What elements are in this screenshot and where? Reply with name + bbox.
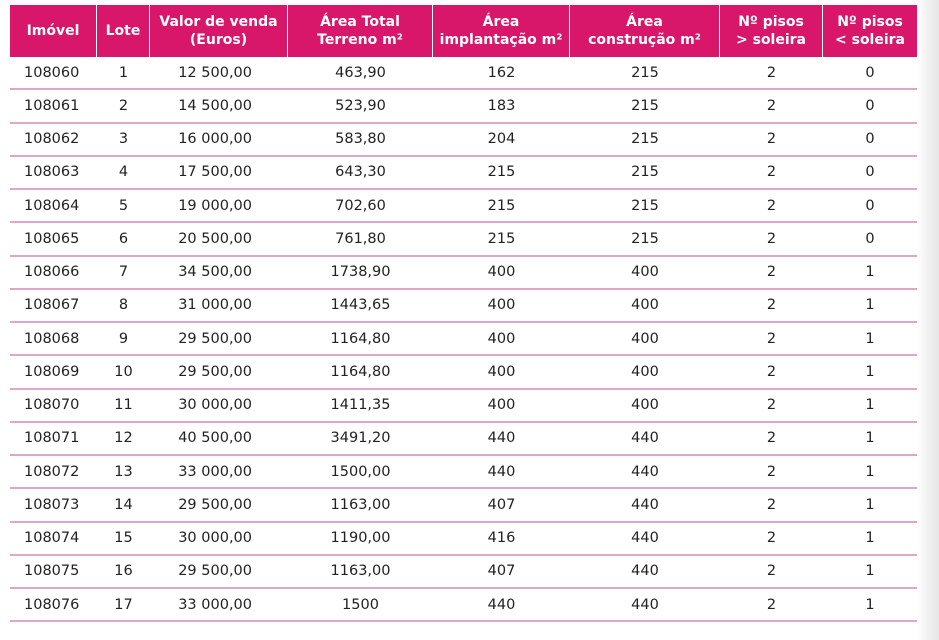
area-construcao-cell: 215 [570,190,720,223]
area-construcao-cell: 400 [570,257,720,290]
valor-venda-cell: 30 000,00 [150,390,288,423]
area-construcao-cell: 400 [570,356,720,389]
pisos-acima-cell: 2 [720,390,823,423]
area-implantacao-cell: 204 [433,124,570,157]
area-construcao-cell: 440 [570,456,720,489]
area-total-cell: 643,30 [288,157,433,190]
area-total-cell: 3491,20 [288,423,433,456]
imovel-cell: 108068 [10,323,97,356]
pisos-abaixo-cell: 1 [823,523,917,556]
table-body [10,57,917,622]
area-total-cell: 1500,00 [288,456,433,489]
area-construcao-cell: 440 [570,589,720,622]
pisos-acima-cell: 2 [720,323,823,356]
area-total-cell: 761,80 [288,223,433,256]
table-row [10,489,917,522]
valor-venda-cell: 16 000,00 [150,124,288,157]
area-total-cell: 1411,35 [288,390,433,423]
pisos-abaixo-cell: 1 [823,489,917,522]
table-row [10,57,917,90]
lote-cell: 7 [97,257,150,290]
pisos-acima-cell: 2 [720,523,823,556]
table-row [10,323,917,356]
imovel-cell: 108061 [10,90,97,123]
imovel-cell: 108072 [10,456,97,489]
valor-venda-cell: 30 000,00 [150,523,288,556]
pisos-acima-cell: 2 [720,423,823,456]
table-row [10,124,917,157]
lote-cell: 2 [97,90,150,123]
imovel-cell: 108065 [10,223,97,256]
area-construcao-cell: 440 [570,556,720,589]
property-lots-table [10,5,917,622]
area-implantacao-cell: 215 [433,157,570,190]
pisos-abaixo-cell: 1 [823,556,917,589]
pisos-abaixo-cell: 0 [823,57,917,90]
imovel-cell: 108067 [10,290,97,323]
area-construcao-cell: 215 [570,90,720,123]
area-implantacao-cell: 215 [433,223,570,256]
area-implantacao-cell: 440 [433,423,570,456]
area-total-cell: 1163,00 [288,556,433,589]
pisos-abaixo-cell: 1 [823,589,917,622]
lote-cell: 5 [97,190,150,223]
area-total-cell: 1738,90 [288,257,433,290]
lote-cell: 15 [97,523,150,556]
pisos-abaixo-cell: 1 [823,257,917,290]
imovel-cell: 108074 [10,523,97,556]
imovel-cell: 108066 [10,257,97,290]
area-implantacao-cell: 400 [433,323,570,356]
area-implantacao-cell: 400 [433,390,570,423]
pisos-abaixo-cell: 0 [823,90,917,123]
pisos-abaixo-cell: 0 [823,223,917,256]
pisos-abaixo-cell: 0 [823,157,917,190]
imovel-cell: 108070 [10,390,97,423]
lote-cell: 12 [97,423,150,456]
lote-cell: 3 [97,124,150,157]
lote-cell: 1 [97,57,150,90]
valor-venda-cell: 29 500,00 [150,323,288,356]
valor-venda-cell: 14 500,00 [150,90,288,123]
lote-cell: 14 [97,489,150,522]
table-row [10,456,917,489]
imovel-cell: 108060 [10,57,97,90]
header-area-implantacao: Área implantação m² [433,5,570,57]
table-row [10,589,917,622]
pisos-acima-cell: 2 [720,456,823,489]
area-total-cell: 523,90 [288,90,433,123]
valor-venda-cell: 12 500,00 [150,57,288,90]
pisos-abaixo-cell: 1 [823,323,917,356]
table-row [10,423,917,456]
table-header [10,5,917,57]
area-implantacao-cell: 407 [433,489,570,522]
area-implantacao-cell: 400 [433,290,570,323]
header-valor-venda: Valor de venda (Euros) [150,5,288,57]
imovel-cell: 108062 [10,124,97,157]
area-implantacao-cell: 215 [433,190,570,223]
area-total-cell: 583,80 [288,124,433,157]
lote-cell: 9 [97,323,150,356]
area-construcao-cell: 440 [570,423,720,456]
header-lote: Lote [97,5,150,57]
header-area-construcao: Área construção m² [570,5,720,57]
area-implantacao-cell: 400 [433,356,570,389]
pisos-acima-cell: 2 [720,356,823,389]
table-row [10,223,917,256]
lote-cell: 16 [97,556,150,589]
pisos-abaixo-cell: 0 [823,190,917,223]
area-total-cell: 1163,00 [288,489,433,522]
imovel-cell: 108071 [10,423,97,456]
pisos-acima-cell: 2 [720,190,823,223]
pisos-acima-cell: 2 [720,290,823,323]
area-total-cell: 1190,00 [288,523,433,556]
header-imovel: Imóvel [10,5,97,57]
area-implantacao-cell: 407 [433,556,570,589]
area-implantacao-cell: 162 [433,57,570,90]
lote-cell: 11 [97,390,150,423]
header-pisos-abaixo-soleira: Nº pisos < soleira [823,5,917,57]
pisos-acima-cell: 2 [720,556,823,589]
table-row [10,190,917,223]
area-implantacao-cell: 183 [433,90,570,123]
valor-venda-cell: 29 500,00 [150,356,288,389]
valor-venda-cell: 17 500,00 [150,157,288,190]
pisos-acima-cell: 2 [720,90,823,123]
pisos-acima-cell: 2 [720,223,823,256]
pisos-abaixo-cell: 1 [823,390,917,423]
area-total-cell: 1164,80 [288,356,433,389]
pisos-acima-cell: 2 [720,124,823,157]
area-total-cell: 702,60 [288,190,433,223]
imovel-cell: 108075 [10,556,97,589]
imovel-cell: 108073 [10,489,97,522]
lote-cell: 4 [97,157,150,190]
area-total-cell: 1500 [288,589,433,622]
header-area-total-terreno: Área Total Terreno m² [288,5,433,57]
table-row [10,523,917,556]
pisos-acima-cell: 2 [720,57,823,90]
table-row [10,257,917,290]
lote-cell: 10 [97,356,150,389]
table-row [10,556,917,589]
area-construcao-cell: 215 [570,124,720,157]
valor-venda-cell: 29 500,00 [150,489,288,522]
pisos-abaixo-cell: 1 [823,456,917,489]
imovel-cell: 108063 [10,157,97,190]
pisos-acima-cell: 2 [720,157,823,190]
pisos-abaixo-cell: 1 [823,423,917,456]
valor-venda-cell: 31 000,00 [150,290,288,323]
table-row [10,290,917,323]
area-total-cell: 1164,80 [288,323,433,356]
area-total-cell: 463,90 [288,57,433,90]
area-construcao-cell: 215 [570,157,720,190]
imovel-cell: 108076 [10,589,97,622]
table-row [10,356,917,389]
valor-venda-cell: 40 500,00 [150,423,288,456]
area-construcao-cell: 215 [570,57,720,90]
valor-venda-cell: 20 500,00 [150,223,288,256]
pisos-abaixo-cell: 0 [823,124,917,157]
area-construcao-cell: 440 [570,523,720,556]
header-row [10,5,917,57]
valor-venda-cell: 29 500,00 [150,556,288,589]
header-pisos-acima-soleira: Nº pisos > soleira [720,5,823,57]
valor-venda-cell: 33 000,00 [150,589,288,622]
valor-venda-cell: 34 500,00 [150,257,288,290]
lote-cell: 8 [97,290,150,323]
valor-venda-cell: 19 000,00 [150,190,288,223]
area-construcao-cell: 400 [570,323,720,356]
lote-cell: 13 [97,456,150,489]
pisos-acima-cell: 2 [720,489,823,522]
pisos-acima-cell: 2 [720,589,823,622]
lote-cell: 17 [97,589,150,622]
table-row [10,90,917,123]
table-row [10,390,917,423]
pisos-abaixo-cell: 1 [823,290,917,323]
area-construcao-cell: 400 [570,390,720,423]
imovel-cell: 108069 [10,356,97,389]
valor-venda-cell: 33 000,00 [150,456,288,489]
page-edge-shadow [917,0,939,640]
area-construcao-cell: 440 [570,489,720,522]
area-implantacao-cell: 400 [433,257,570,290]
area-implantacao-cell: 440 [433,456,570,489]
area-total-cell: 1443,65 [288,290,433,323]
table-row [10,157,917,190]
area-construcao-cell: 400 [570,290,720,323]
area-implantacao-cell: 440 [433,589,570,622]
area-implantacao-cell: 416 [433,523,570,556]
pisos-acima-cell: 2 [720,257,823,290]
lote-cell: 6 [97,223,150,256]
pisos-abaixo-cell: 1 [823,356,917,389]
area-construcao-cell: 215 [570,223,720,256]
imovel-cell: 108064 [10,190,97,223]
